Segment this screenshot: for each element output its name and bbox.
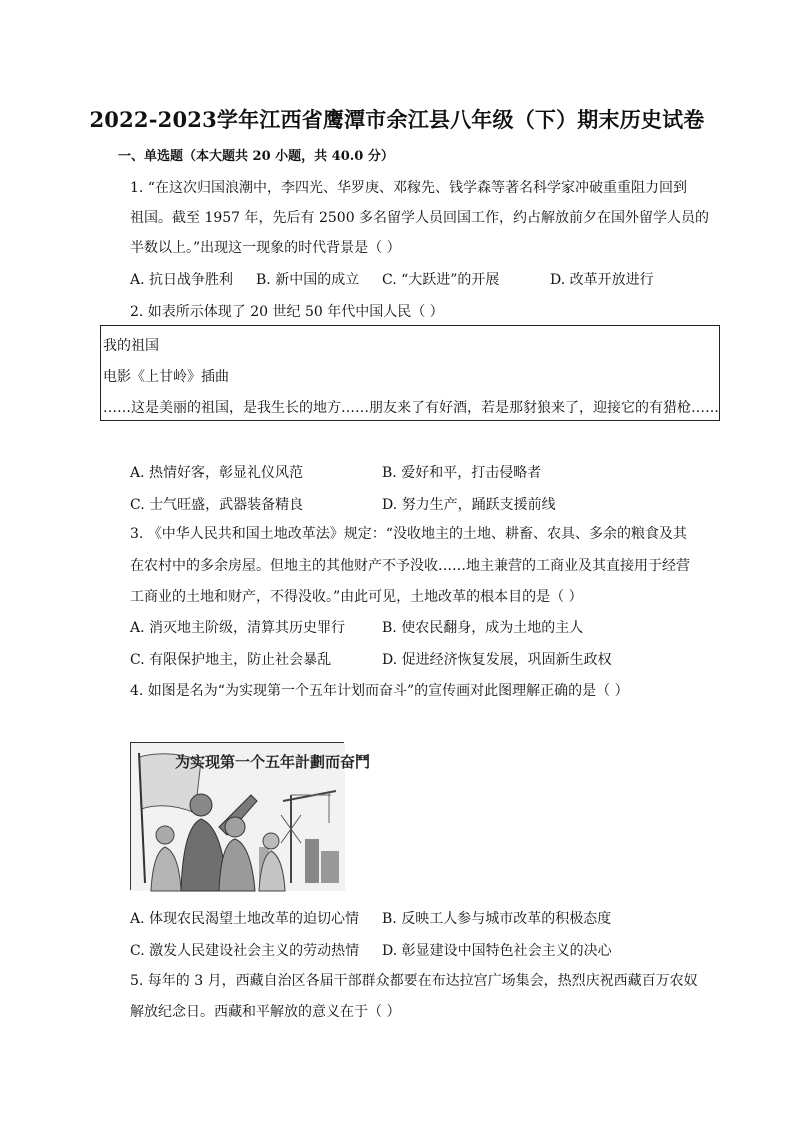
q3-line3: 工商业的土地和财产，不得没收。”由此可见，土地改革的根本目的是（ ） <box>130 589 583 605</box>
q4-option-c: C. 激发人民建设社会主义的劳动热情 <box>130 943 360 959</box>
propaganda-poster-image <box>130 742 371 890</box>
q2-quote-box <box>100 325 720 421</box>
q2-box-film-note: 电影《上甘岭》插曲 <box>103 369 229 385</box>
q1-option-d: D. 改革开放进行 <box>550 272 654 288</box>
q2-option-d: D. 努力生产，踊跃支援前线 <box>382 497 556 513</box>
q2-stem: 2. 如表所示体现了 20 世纪 50 年代中国人民（ ） <box>130 304 444 320</box>
q3-line1: 3. 《中华人民共和国土地改革法》规定：“没收地主的土地、耕畜、农具、多余的粮食及其 <box>130 526 687 542</box>
q3-option-d: D. 促进经济恢复发展，巩固新生政权 <box>382 652 612 668</box>
q2-option-a: A. 热情好客，彰显礼仪风范 <box>130 465 304 481</box>
q3-option-a: A. 消灭地主阶级，清算其历史罪行 <box>130 620 346 636</box>
q1-option-a: A. 抗日战争胜利 <box>130 272 234 288</box>
section-heading: 一、单选题（本大题共 20 小题，共 40.0 分） <box>118 149 394 164</box>
q1-option-c: C. “大跃进”的开展 <box>382 272 500 288</box>
q4-option-a: A. 体现农民渴望土地改革的迫切心情 <box>130 911 360 927</box>
q4-option-d: D. 彰显建设中国特色社会主义的决心 <box>382 943 612 959</box>
q5-line2: 解放纪念日。西藏和平解放的意义在于（ ） <box>130 1004 401 1020</box>
q1-line2: 祖国。截至 1957 年，先后有 2500 多名留学人员回国工作，约占解放前夕在国外留学人员的 <box>130 210 710 226</box>
q3-line2: 在农村中的多余房屋。但地主的其他财产不予没收……地主兼营的工商业及其直接用于经营 <box>130 558 690 574</box>
q3-option-b: B. 使农民翻身，成为土地的主人 <box>382 620 584 636</box>
q2-box-lyrics: ……这是美丽的祖国，是我生长的地方……朋友来了有好酒，若是那豺狼来了，迎接它的有猎枪…… <box>103 400 719 416</box>
q4-stem: 4. 如图是名为“为实现第一个五年计划而奋斗”的宣传画对此图理解正确的是（ ） <box>130 683 629 699</box>
q4-option-b: B. 反映工人参与城市改革的积极态度 <box>382 911 612 927</box>
q1-line3: 半数以上。”出现这一现象的时代背景是（ ） <box>130 240 401 256</box>
q5-line1: 5. 每年的 3 月，西藏自治区各届干部群众都要在布达拉宫广场集会，热烈庆祝西藏百万农奴 <box>130 973 698 989</box>
q3-option-c: C. 有限保护地主，防止社会暴乱 <box>130 652 332 668</box>
q2-option-c: C. 士气旺盛，武器装备精良 <box>130 497 304 513</box>
page-title: 2022-2023学年江西省鹰潭市余江县八年级（下）期末历史试卷 <box>89 107 705 132</box>
q1-option-b: B. 新中国的成立 <box>256 272 360 288</box>
poster-title: 为实现第一个五年計劃而奋鬥 <box>175 753 371 771</box>
q2-box-song-title: 我的祖国 <box>103 338 159 354</box>
q1-line1: 1. “在这次归国浪潮中，李四光、华罗庚、邓稼先、钱学森等著名科学家冲破重重阻力回到 <box>130 180 687 196</box>
q2-option-b: B. 爱好和平，打击侵略者 <box>382 465 542 481</box>
